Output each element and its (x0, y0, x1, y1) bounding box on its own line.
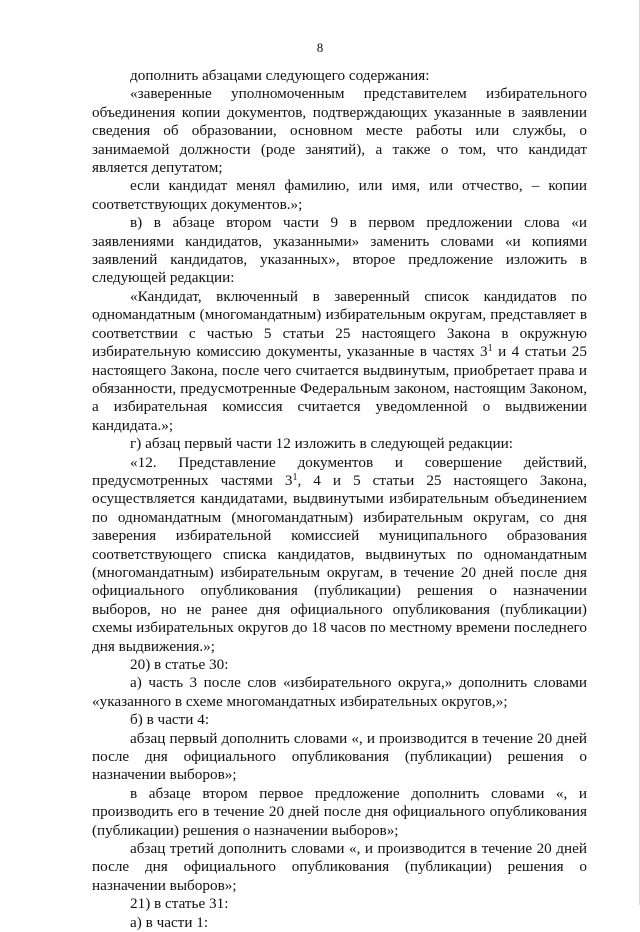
paragraph: «Кандидат, включенный в заверенный список кандидатов по одномандатным (многомандатным) избирательным округам, представляет в соответствии с частью 5 статьи 25 настоящего Закона в окружную избирательную комиссию документы, указанные в частях $3^1$ и 4 статьи 25 настоящего Закона, после чего считается выдвинутым, приобретает права и обязанности, предусмотренные Федеральным законом, настоящим Законом, а избирательная комиссия считается уведомленной о выдвижении кандидата.»; (92, 287, 587, 434)
paragraph: 21) в статье 31: (130, 895, 229, 913)
paragraph: г) абзац первый части 12 изложить в следующей редакции: (130, 435, 513, 453)
paragraph: в) в абзаце втором части 9 в первом предложении слова «и заявлениями кандидатов, указанными» заменить словами «и копиями заявлений кандидатов, указанных», второе предложение изложить в следующей редакции: (92, 214, 587, 287)
paragraph: 20) в статье 30: (130, 656, 229, 673)
page-number: 8 (316, 40, 324, 55)
paragraph: если кандидат менял фамилию, или имя, или отчество, – копии соответствующих документов.»; (92, 177, 587, 213)
paragraph: а) часть 3 после слов «избирательного округа,» дополнить словами «указанного в схеме многомандатных избирательных округов,»; (92, 674, 587, 710)
paragraph: «заверенные уполномоченным представителем избирательного объединения копии документов, подтверждающих указанные в заявлении сведения об образовании, основном месте работы или службы, о занимаемой должности (роде занятий), а также о том, что кандидат является депутатом; (92, 85, 587, 177)
paragraph: абзац первый дополнить словами «, и производится в течение 20 дней после дня официального опубликования (публикации) решения о назначении выборов»; (92, 729, 587, 784)
paragraph: «12. Представление документов и совершение действий, предусмотренных частями $3^1$, 4 и 5 статьи 25 настоящего Закона, осуществляется кандидатами, выдвинутыми избирательным объединением по одномандатным (многомандатным) избирательным округам, со дня заверения избирательной комиссией муниципального образования соответствующего списка кандидатов, выдвинутых по одномандатным (многомандатным) избирательным округам, в течение 20 дней после дня официального опубликования (публикации) решения о назначении выборов, но не ранее дня официального опубликования (публикации) схемы избирательных округов до 18 часов по местному времени последнего дня выдвижения.»; (92, 453, 587, 655)
paragraph: а) в части 1: (130, 913, 209, 931)
document-body (92, 67, 587, 932)
paragraph: абзац третий дополнить словами «, и производится в течение 20 дней после дня официального опубликования (публикации) решения о назначении выборов»; (92, 840, 587, 894)
paragraph: в абзаце втором первое предложение дополнить словами «, и производить его в течение 20 дней после дня официального опубликования (публикации) решения о назначении выборов»; (92, 784, 587, 839)
paragraph: б) в части 4: (130, 711, 210, 729)
paragraph: дополнить абзацами следующего содержания: (130, 67, 430, 84)
